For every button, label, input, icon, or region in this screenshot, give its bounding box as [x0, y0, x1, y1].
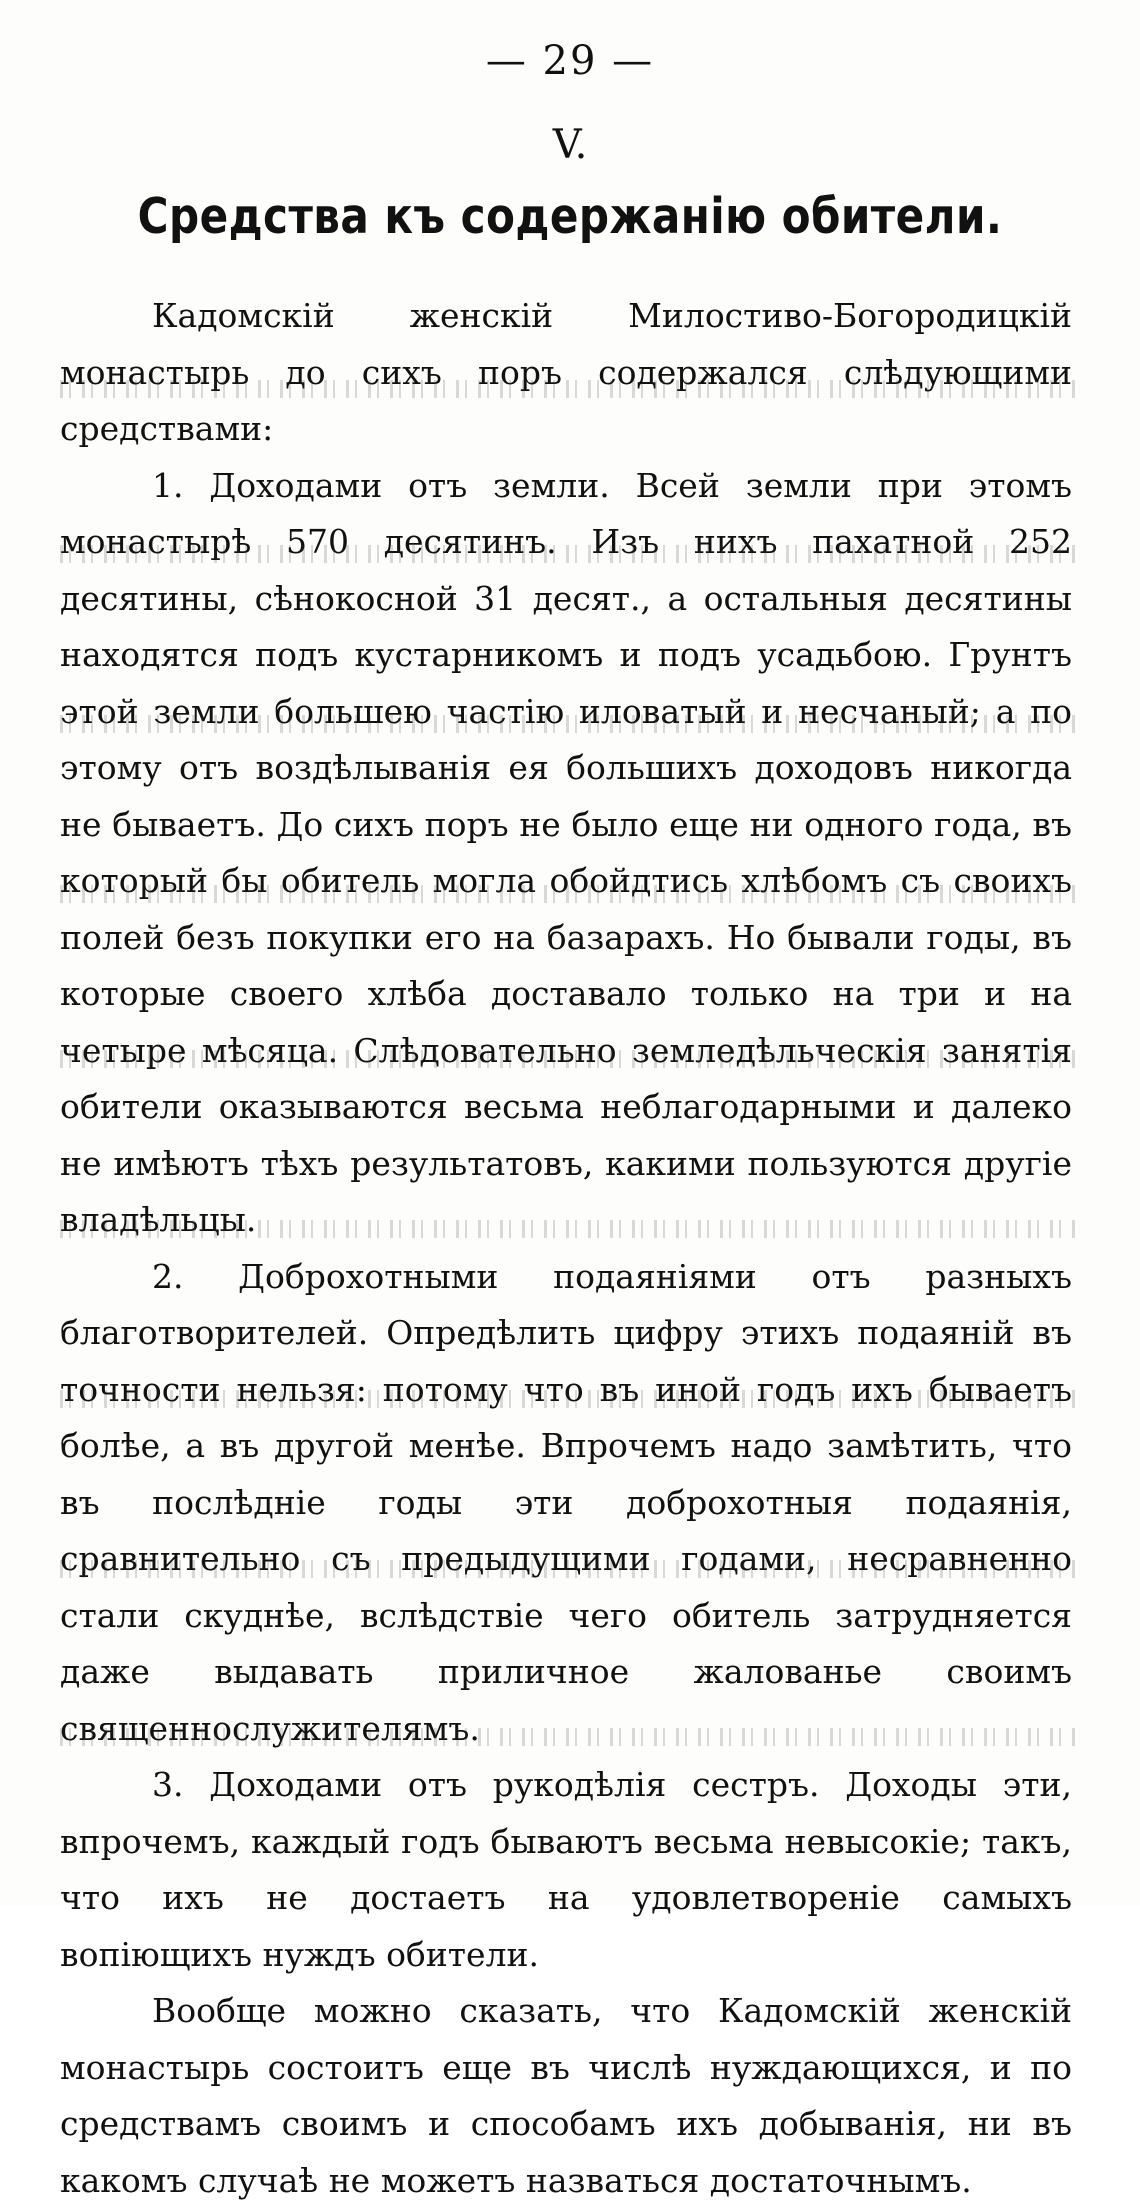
paragraph-land-income: 1. Доходами отъ земли. Всей земли при этомъ монастырѣ 570 десятинъ. Изъ нихъ пахатной 252 десятины, сѣнокосной 31 десят., а остальныя десятины находятся подъ кустарникомъ и подъ усадьбою. Грунтъ этой земли большею частію иловатый и несчаный; а по этому отъ воздѣлыванія ея большихъ доходовъ никогда не бываетъ. До сихъ поръ не было еще ни одного года, въ который бы обитель могла обойдтись хлѣбомъ съ своихъ полей безъ покупки его на базарахъ. Но бывали годы, въ которые своего хлѣба доставало только на три и на четыре мѣсяца. Слѣдовательно земледѣльческія занятія обители оказываются весьма неблагодарными и далеко не имѣютъ тѣхъ результатовъ, какими пользуются другіе владѣльцы.: [60, 465, 1072, 1239]
chapter-title: Средства къ содержанію обители.: [137, 188, 1003, 245]
bleed-through-line: [60, 545, 1080, 563]
bleed-through-line: [60, 380, 1080, 398]
page-number: — 29 —: [485, 38, 655, 84]
bleed-through-line: [60, 1560, 1080, 1578]
paragraph-donations: 2. Доброхотными подаяніями отъ разныхъ благотворителей. Опредѣлить цифру этихъ подаяній въ точности нельзя: потому что въ иной годъ ихъ бываетъ болѣе, а въ другой менѣе. Впрочемъ надо замѣтить, что въ послѣдніе годы эти доброхотныя подаянія, сравнительно съ предыдущими годами, несравненно стали скуднѣе, вслѣдствіе чего обитель затрудняется даже выдавать приличное жалованье своимъ священнослужителямъ.: [60, 1256, 1072, 1748]
paragraph-handicraft-income: 3. Доходами отъ рукодѣлія сестръ. Доходы эти, впрочемъ, каждый годъ бываютъ весьма невысокіе; такъ, что ихъ не достаетъ на удовлетвореніе самыхъ вопіющихъ нуждъ обители.: [60, 1765, 1072, 1974]
bleed-through-line: [60, 885, 1080, 903]
bleed-through-line: [60, 1220, 1080, 1238]
bleed-through-line: [60, 1390, 1080, 1408]
bleed-through-line: [60, 715, 1080, 733]
paragraph-intro: Кадомскій женскій Милостиво-Богородицкій монастырь до сихъ поръ содержался слѣдующими средствами:: [60, 296, 1072, 448]
body-text: [60, 288, 1072, 2209]
bleed-through-line: [60, 1050, 1080, 1068]
paragraph-conclusion: Вообще можно сказать, что Кадомскій женскій монастырь состоитъ еще въ числѣ нуждающихся, и по средствамъ своимъ и способамъ ихъ добыванія, ни въ какомъ случаѣ не можетъ назваться достаточнымъ.: [60, 1991, 1072, 2200]
section-numeral: V.: [552, 122, 588, 168]
bleed-through-line: [60, 1728, 1080, 1746]
